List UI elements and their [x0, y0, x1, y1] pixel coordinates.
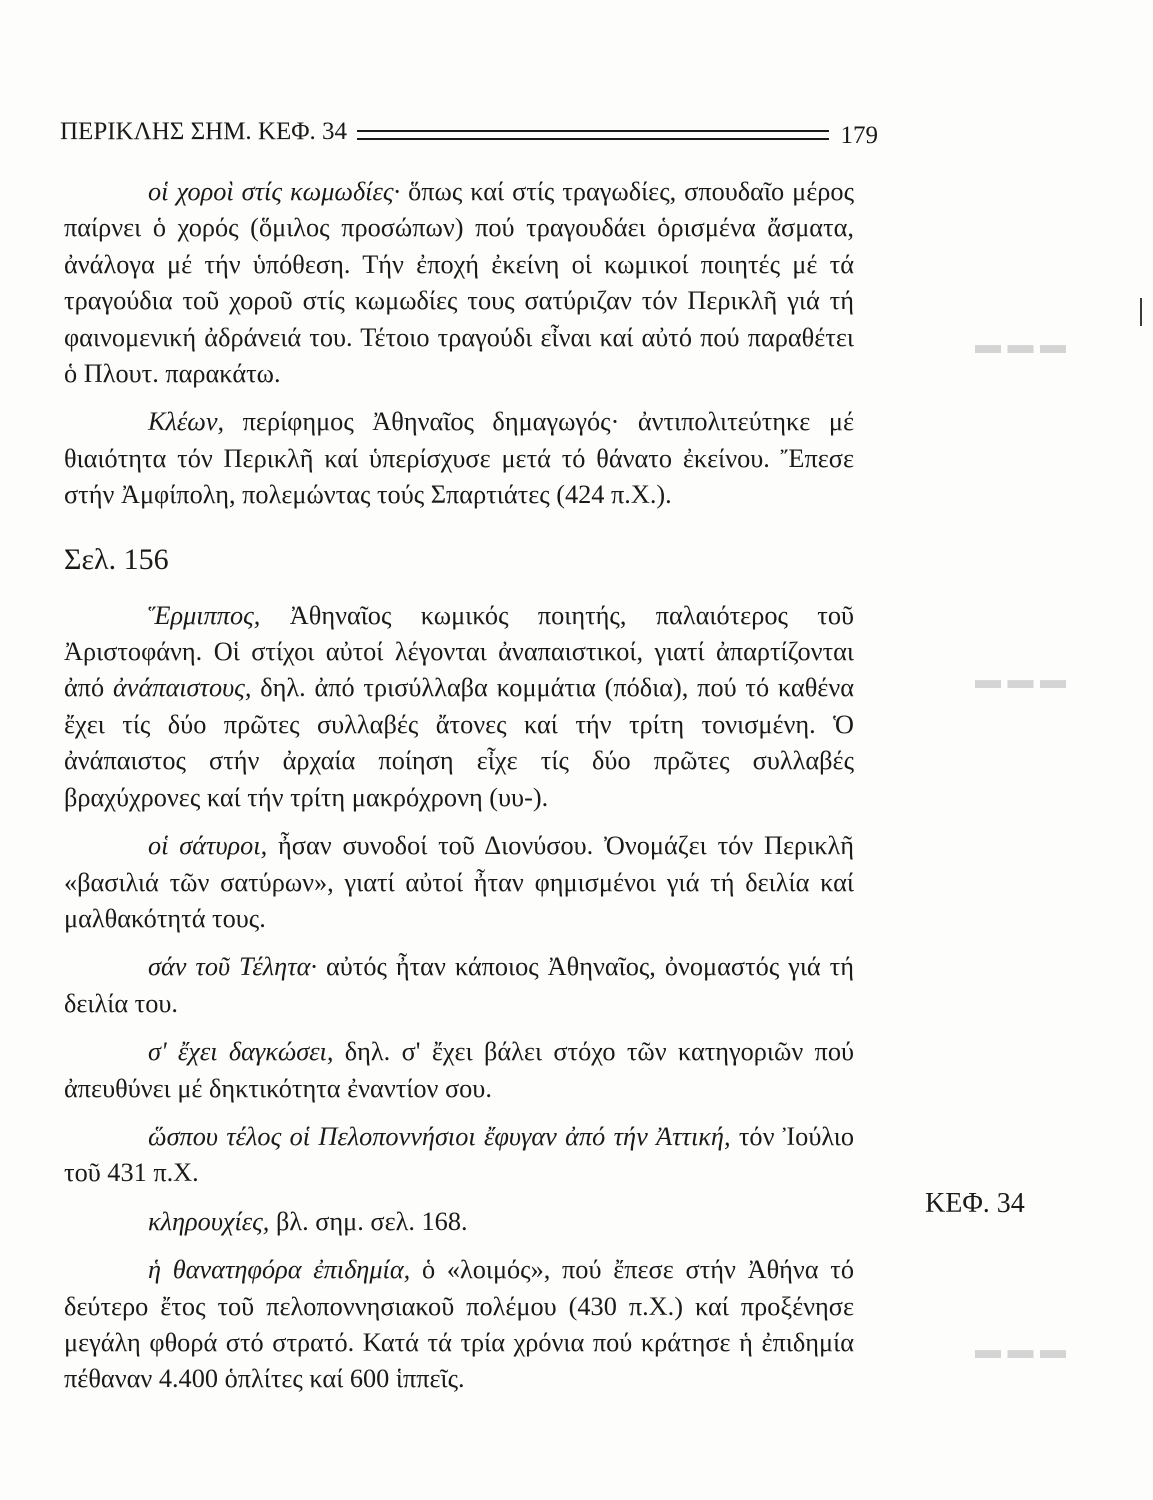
note-text: δηλ. σ' ἔχει βάλει στόχο τῶν κατηγοριῶν πού ἀπευθύνει μέ δηκτικότητα ἐναντίον σου. — [64, 1037, 854, 1103]
commentary-body — [64, 174, 854, 1398]
bleed-through-mark: ▬ ▬ ▬ — [975, 665, 1066, 694]
note-paragraph — [64, 828, 854, 937]
margin-chapter-note: ΚΕΦ. 34 — [925, 1188, 1025, 1219]
note-text: αὐτός ἦταν κάποιος Ἀθηναῖος, ὀνομαστός γιά τή δειλία του. — [64, 952, 854, 1018]
note-paragraph — [64, 404, 854, 513]
note-term: ἡ θανατηφόρα ἐπιδημία, — [148, 1255, 411, 1285]
header-title: ΠΕΡΙΚΛΗΣ ΣΗΜ. ΚΕΦ. 34 — [60, 118, 348, 145]
note-paragraph — [64, 1119, 854, 1192]
header-rule — [357, 130, 828, 140]
note-paragraph — [64, 1252, 854, 1398]
note-text: Ἀθηναῖος κωμικός ποιητής, παλαιότερος τοῦ Ἀριστοφάνη. Οἱ στίχοι αὐτοί λέγονται ἀναπαιστικοί, γιατί ἀπαρτίζονται ἀπό — [64, 600, 854, 703]
note-text: βλ. σημ. σελ. 168. — [269, 1206, 468, 1236]
note-paragraph — [64, 949, 854, 1022]
note-paragraph — [64, 174, 854, 392]
note-term: οἱ χοροὶ στίς κωμωδίες· — [148, 177, 401, 206]
note-term: Ἕρμιππος, — [148, 600, 261, 630]
note-term: ὥσπου τέλος οἱ Πελοποννήσιοι ἔφυγαν ἀπό τήν Ἀττική, — [148, 1121, 731, 1151]
note-term: σ' ἔχει δαγκώσει, — [148, 1037, 334, 1067]
note-paragraph — [64, 598, 854, 816]
note-text: τόν Ἰούλιο τοῦ 431 π.Χ. — [64, 1121, 854, 1188]
note-paragraph — [64, 1034, 854, 1107]
note-paragraph — [64, 1204, 854, 1240]
note-text: ἦσαν συνοδοί τοῦ Διονύσου. Ὀνομάζει τόν Περικλῆ «βασιλιά τῶν σατύρων», γιατί αὐτοί ἦταν φημισμένοι γιά τή δειλία καί μαλθακότητά τους. — [64, 831, 854, 933]
note-text: ὅπως καί στίς τραγωδίες, σπουδαῖο μέρος παίρνει ὁ χορός (ὅμιλος προσώπων) πού τραγουδάει ὁρισμένα ἄσματα, ἀνάλογα μέ τήν ὑπόθεση. Τήν ἐποχή ἐκείνη οἱ κωμικοί ποιητές μέ τά τραγούδια τοῦ χοροῦ στίς κωμωδίες τους σατύριζαν τόν Περικλῆ γιά τή φαινομενική ἀδράνειά του. Τέτοιο τραγούδι εἶναι καί αὐτό πού παραθέτει ὁ Πλουτ. παρακάτω. — [64, 177, 854, 389]
bleed-through-mark: ▬ ▬ ▬ — [975, 330, 1066, 359]
note-term: κληρουχίες, — [148, 1206, 270, 1236]
bleed-through-mark: ▬ ▬ ▬ — [975, 1335, 1066, 1364]
section-heading: Σελ. 156 — [64, 542, 169, 576]
note-text: δηλ. ἀπό τρισύλλαβα κομμάτια (πόδια), πού τό καθένα ἔχει τίς δύο πρῶτες συλλαβές ἄτονες καί τήν τρίτη τονισμένη. Ὁ ἀνάπαιστος στήν ἀρχαία ποίηση εἶχε τίς δύο πρῶτες συλλαβές βραχύχρονες καί τήν τρίτη μακρόχρονη (υυ-). — [64, 673, 855, 812]
note-text: ὁ «λοιμός», πού ἔπεσε στήν Ἀθήνα τό δεύτερο ἔτος τοῦ πελοποννησιακοῦ πολέμου (430 π.Χ.) καί προξένησε μεγάλη φθορά στό στρατό. Κατά τά τρία χρόνια πού κράτησε ἡ ἐπιδημία πέθαναν 4.400 ὁπλίτες καί 600 ἱππεῖς. — [64, 1255, 855, 1394]
note-term: σάν τοῦ Τέλητα· — [148, 952, 317, 982]
note-term: Κλέων, — [148, 407, 225, 437]
note-term-inline: ἀνάπαιστους, — [113, 673, 252, 703]
running-header — [60, 112, 878, 152]
page-edge-mark — [1140, 298, 1142, 326]
note-text: περίφημος Ἀθηναῖος δημαγωγός· ἀντιπολιτεύτηκε μέ θιαιότητα τόν Περικλῆ καί ὑπερίσχυσε μετά τό θάνατο ἐκείνου. Ἔπεσε στήν Ἀμφίπολη, πολεμώντας τούς Σπαρτιάτες (424 π.Χ.). — [64, 407, 854, 510]
page-number: 179 — [840, 122, 878, 149]
note-term: οἱ σάτυροι, — [148, 831, 268, 861]
